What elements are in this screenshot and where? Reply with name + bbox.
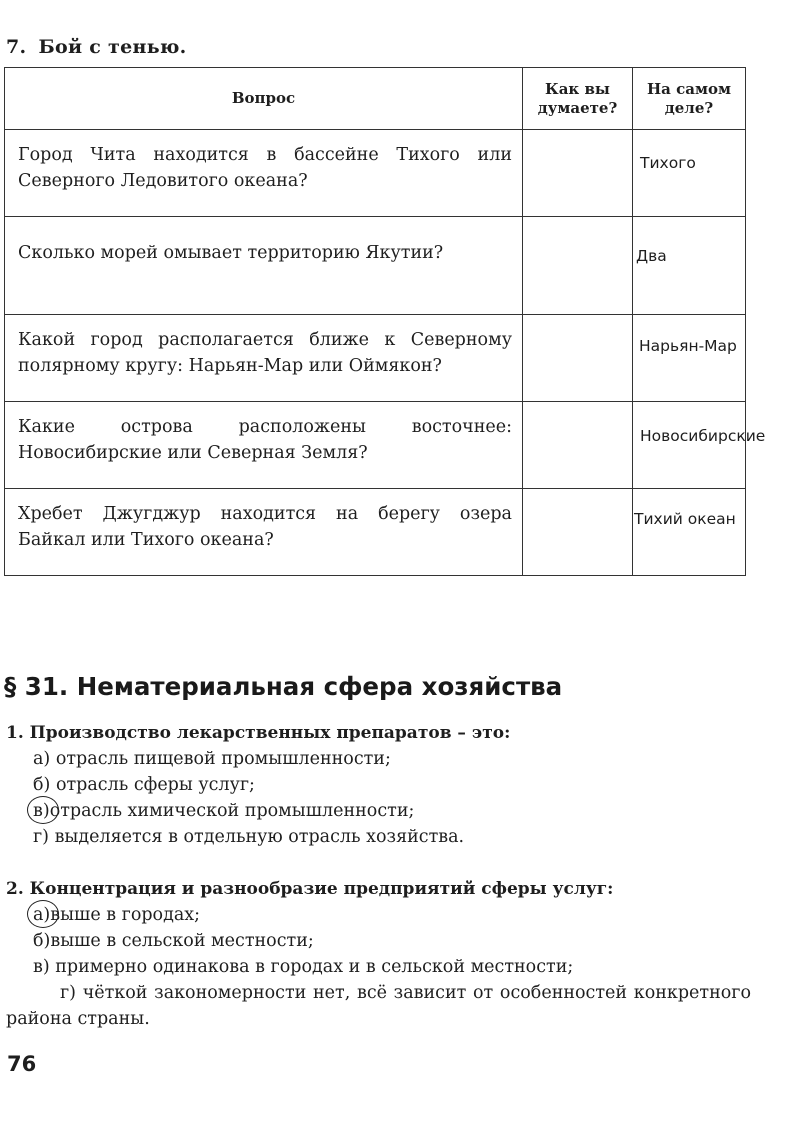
question-cell: Какие острова расположены восточнее: Новосибирские или Северная Земля? <box>5 402 523 489</box>
option-letter-circled: а) <box>33 902 50 928</box>
question-cell: Хребет Джугджур находится на берегу озера Байкал или Тихого океана? <box>5 489 523 576</box>
question-cell: Какой город располагается ближе к Северному полярному кругу: Нарьян-Мар или Оймякон? <box>5 315 523 402</box>
answer-cell[interactable] <box>633 489 746 576</box>
guess-cell[interactable] <box>523 315 633 402</box>
task-title-text: Бой с тенью. <box>38 36 187 58</box>
option-letter: г) <box>60 983 76 1003</box>
guess-cell[interactable] <box>523 489 633 576</box>
question-cell: Сколько морей омывает территорию Якутии? <box>5 217 523 315</box>
guess-cell[interactable] <box>523 130 633 217</box>
option-text: чёткой закономерности нет, всё зависит от особенностей конкретного района страны. <box>6 983 751 1029</box>
question-1 <box>6 720 766 850</box>
option-letter: г) <box>33 827 49 847</box>
quiz-table <box>4 67 766 576</box>
header-question: Вопрос <box>5 68 523 130</box>
question-cell: Город Чита находится в бассейне Тихого или Северного Ледовитого океана? <box>5 130 523 217</box>
guess-cell[interactable] <box>523 402 633 489</box>
answer-text: Два <box>636 247 667 265</box>
option-letter-circled: в) <box>33 798 50 824</box>
question-2-title: 2. Концентрация и разнообразие предприятий сферы услуг: <box>6 879 614 899</box>
answer-cell[interactable] <box>633 130 746 217</box>
table-header-row <box>5 68 746 130</box>
option-b[interactable] <box>6 928 766 954</box>
section-title: § 31. Нематериальная сфера хозяйства <box>4 672 563 701</box>
question-1-title: 1. Производство лекарственных препаратов – это: <box>6 723 511 743</box>
option-text: выделяется в отдельную отрасль хозяйства. <box>54 827 465 847</box>
guess-cell[interactable] <box>523 217 633 315</box>
option-b[interactable] <box>6 772 766 798</box>
answer-text: Тихий океан <box>634 510 736 528</box>
option-text: выше в городах; <box>50 905 201 925</box>
answer-text: Нарьян-Мар <box>639 337 737 355</box>
option-d[interactable] <box>6 824 766 850</box>
option-letter: б) <box>33 775 51 795</box>
question-2 <box>6 876 766 1032</box>
table-row <box>5 315 746 402</box>
option-text: отрасль химической промышленности; <box>49 801 415 821</box>
table-row <box>5 130 746 217</box>
option-a[interactable] <box>6 746 766 772</box>
header-guess: Как вы думаете? <box>523 68 633 130</box>
option-text: примерно одинакова в городах и в сельской местности; <box>55 957 574 977</box>
option-text: отрасль пищевой промышленности; <box>55 749 391 769</box>
table-row <box>5 217 746 315</box>
answer-cell[interactable] <box>633 315 746 402</box>
header-actual: На самом деле? <box>633 68 746 130</box>
option-text: выше в сельской местности; <box>50 931 314 951</box>
answer-cell[interactable] <box>633 217 746 315</box>
option-c-selected[interactable] <box>6 798 766 824</box>
task-title <box>6 36 187 58</box>
answer-text: Тихого <box>640 154 696 172</box>
task-number: 7. <box>6 36 27 58</box>
option-d[interactable] <box>6 980 751 1032</box>
option-text: отрасль сферы услуг; <box>55 775 255 795</box>
option-letter: а) <box>33 749 51 769</box>
answer-cell[interactable] <box>633 402 766 489</box>
option-c[interactable] <box>6 954 766 980</box>
table-row <box>5 489 746 576</box>
option-letter: б) <box>33 931 51 951</box>
page-number: 76 <box>7 1052 37 1076</box>
option-a-selected[interactable] <box>6 902 766 928</box>
answer-text: Новосибирские <box>640 427 766 445</box>
table-row <box>5 402 746 489</box>
option-letter: в) <box>33 957 50 977</box>
